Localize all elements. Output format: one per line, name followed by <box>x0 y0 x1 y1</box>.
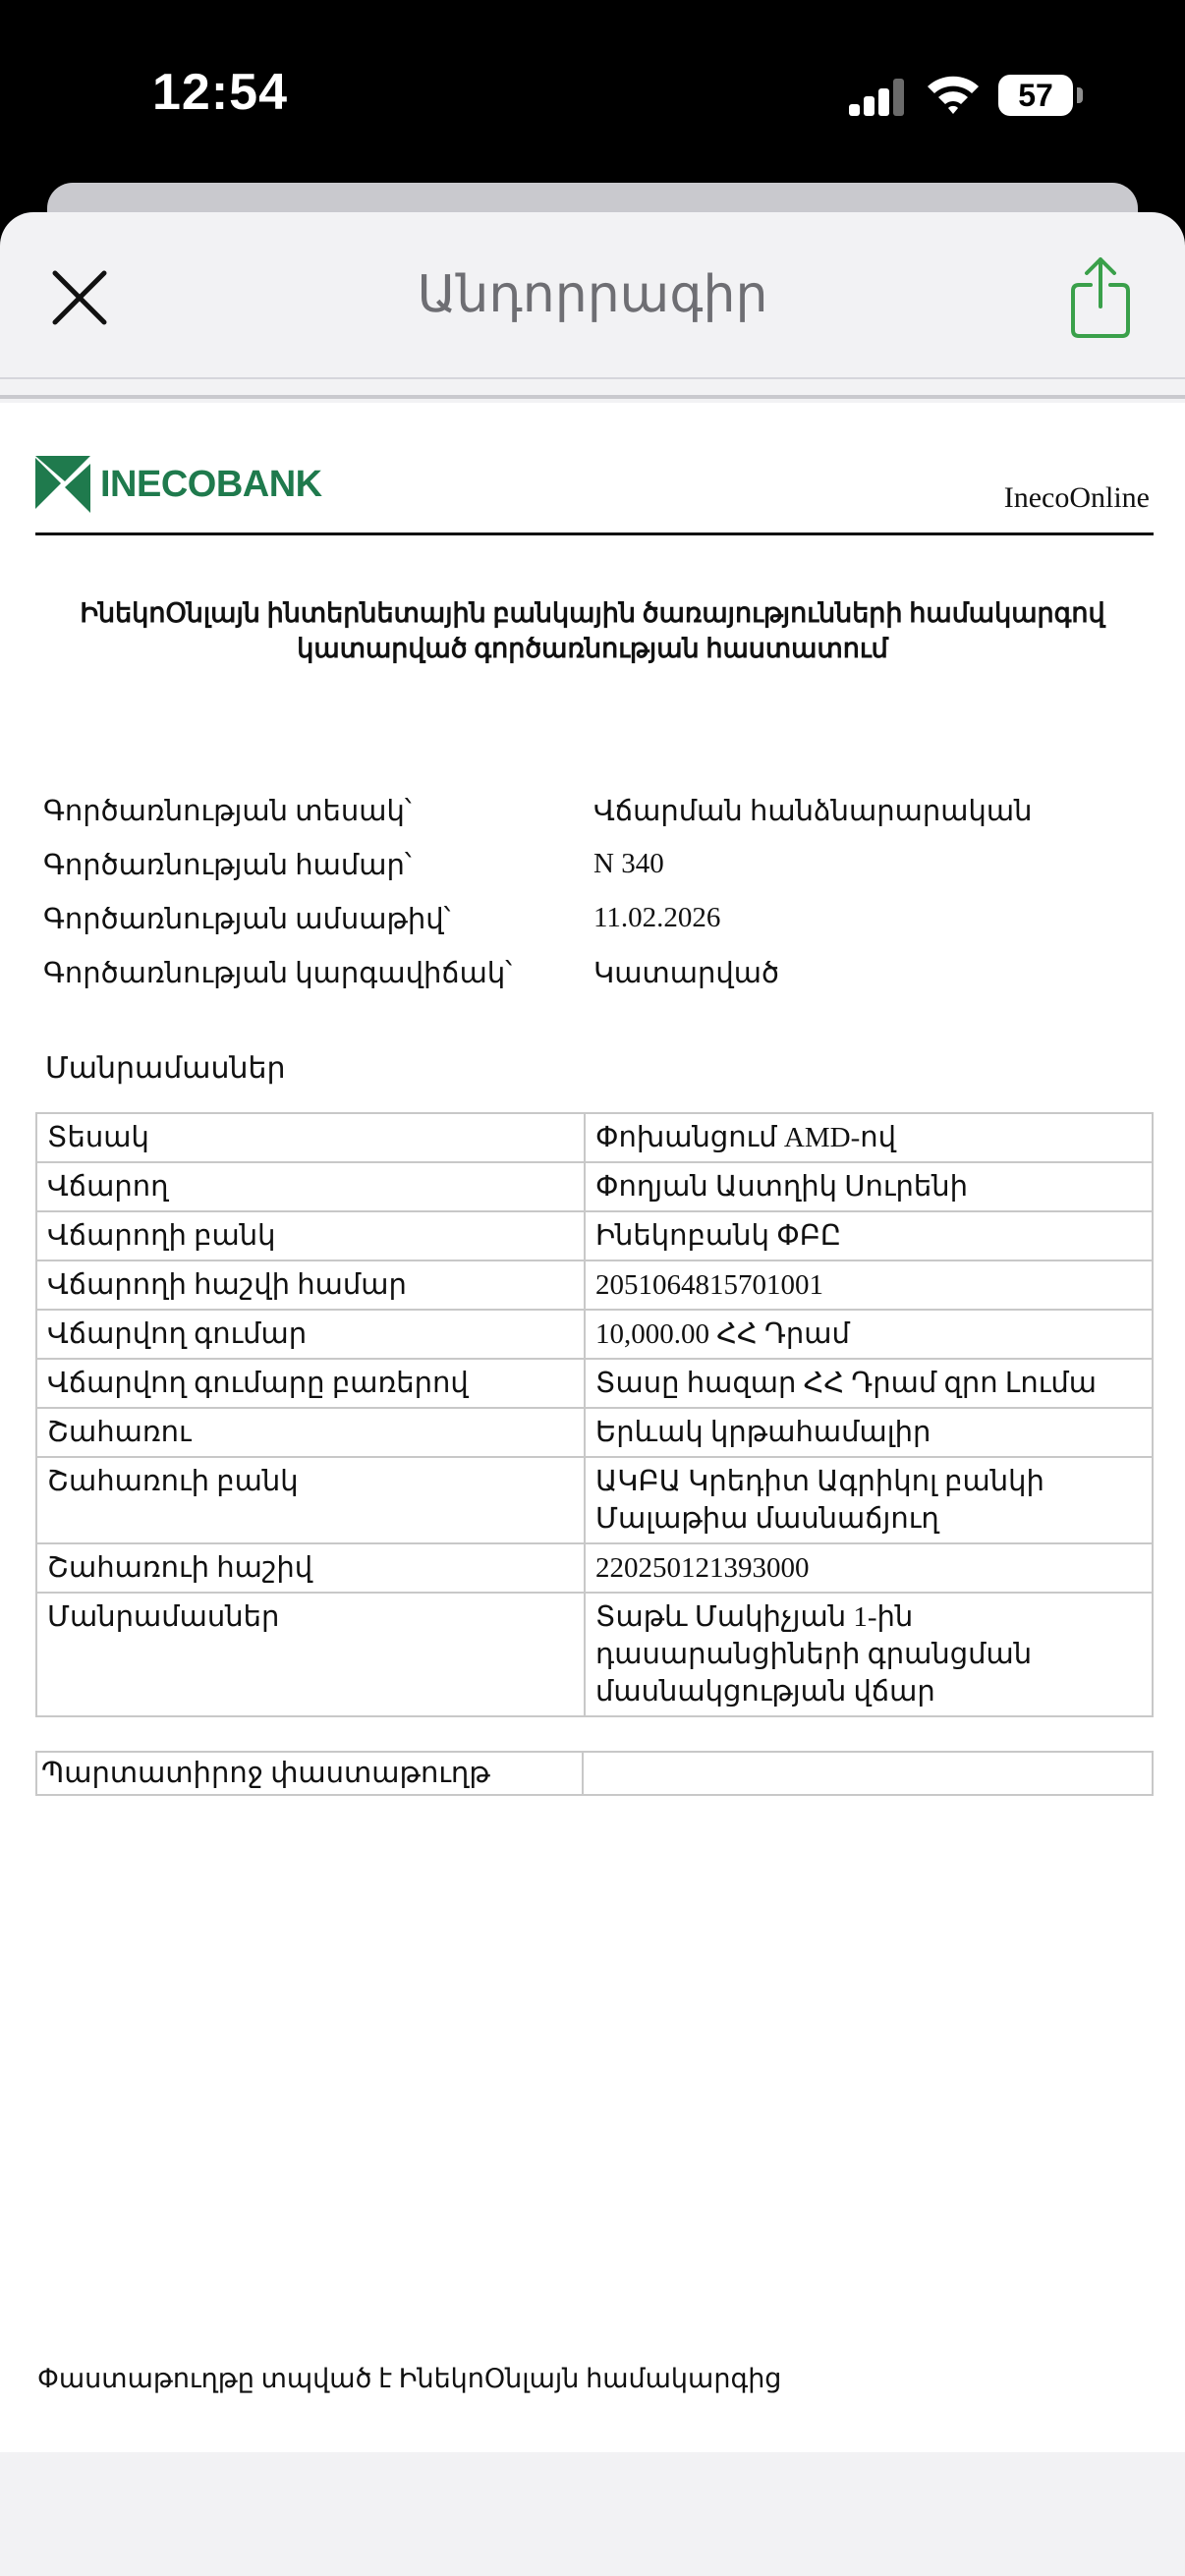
info-value: 11.02.2026 <box>593 902 721 933</box>
logo-divider <box>35 532 1154 535</box>
info-label: Գործառնության համար՝ <box>43 850 412 881</box>
detail-label: Վճարվող գումար <box>36 1310 585 1359</box>
cellular-signal-icon <box>849 79 904 116</box>
document-footer: Փաստաթուղթը տպված է ԻնեկոՕնլայն համակարգից <box>37 2364 782 2393</box>
document-top-border <box>0 395 1185 399</box>
info-value: N 340 <box>593 848 664 879</box>
operation-info <box>43 794 1144 1010</box>
detail-value: 220250121393000 <box>585 1543 1153 1593</box>
inecobank-logo-icon <box>35 456 90 513</box>
sheet-title: Անդորրագիր <box>417 266 768 323</box>
info-label: Գործառնության կարգավիճակ՝ <box>43 958 513 989</box>
table-row <box>36 1543 1153 1593</box>
confirmation-label: Պարտատիրոջ փաստաթուղթ <box>36 1752 583 1795</box>
detail-value: Տաթև Մակիչյան 1-ին դասարանցիների գրանցման մասնակցության վճար <box>585 1593 1153 1716</box>
detail-value: ԱԿԲԱ Կրեդիտ Ագրիկոլ բանկի Մալաթիա մասնաճյուղ <box>585 1457 1153 1543</box>
table-row <box>36 1359 1153 1408</box>
detail-label: Մանրամասներ <box>36 1593 585 1716</box>
detail-value: 10,000.00 ՀՀ Դրամ <box>585 1310 1153 1359</box>
table-row <box>36 1211 1153 1260</box>
info-value: Կատարված <box>593 958 780 989</box>
status-bar <box>0 0 1185 187</box>
detail-label: Շահառու <box>36 1408 585 1457</box>
detail-value: Ինեկոբանկ ՓԲԸ <box>585 1211 1153 1260</box>
status-time: 12:54 <box>152 64 288 121</box>
confirmation-value <box>583 1752 1153 1795</box>
sheet-header <box>0 212 1185 379</box>
wifi-icon <box>924 71 983 116</box>
table-row <box>36 1408 1153 1457</box>
detail-value: Փողյան Աստղիկ Սուրենի <box>585 1162 1153 1211</box>
detail-label: Տեսակ <box>36 1113 585 1162</box>
table-row <box>36 1162 1153 1211</box>
detail-value: 2051064815701001 <box>585 1260 1153 1310</box>
info-label: Գործառնության տեսակ՝ <box>43 796 412 827</box>
info-row <box>43 794 1144 848</box>
detail-label: Վճարողի բանկ <box>36 1211 585 1260</box>
details-table <box>35 1112 1154 1717</box>
battery-icon: 57 <box>998 75 1073 116</box>
document-title: ԻնեկոՕնլայն ինտերնետային բանկային ծառայությունների համակարգով կատարված գործառնության հաստատում <box>80 598 1105 663</box>
confirmation-table <box>35 1751 1154 1796</box>
table-row <box>36 1593 1153 1716</box>
detail-label: Շահառուի հաշիվ <box>36 1543 585 1593</box>
detail-label: Շահառուի բանկ <box>36 1457 585 1543</box>
detail-label: Վճարողի հաշվի համար <box>36 1260 585 1310</box>
detail-value: Փոխանցում AMD-ով <box>585 1113 1153 1162</box>
table-row <box>36 1113 1153 1162</box>
table-row <box>36 1260 1153 1310</box>
system-name: InecoOnline <box>1003 481 1150 514</box>
info-row <box>43 956 1144 1010</box>
details-heading: Մանրամասներ <box>45 1052 286 1085</box>
info-row <box>43 848 1144 902</box>
battery-tip <box>1077 87 1083 103</box>
detail-value: Տասը հազար ՀՀ Դրամ զրո Լումա <box>585 1359 1153 1408</box>
info-label: Գործառնության ամսաթիվ՝ <box>43 904 451 935</box>
detail-label: Վճարվող գումարը բառերով <box>36 1359 585 1408</box>
detail-label: Վճարող <box>36 1162 585 1211</box>
table-row <box>36 1310 1153 1359</box>
info-value: Վճարման հանձնարարական <box>593 796 1033 827</box>
table-row <box>36 1752 1153 1795</box>
receipt-document <box>0 403 1185 2452</box>
bank-name: INECOBANK <box>100 464 322 505</box>
detail-value: Երևակ կրթահամալիր <box>585 1408 1153 1457</box>
receipt-sheet <box>0 212 1185 2576</box>
share-icon[interactable] <box>1069 255 1132 338</box>
table-row <box>36 1457 1153 1543</box>
info-row <box>43 902 1144 956</box>
header-divider <box>0 377 1185 379</box>
